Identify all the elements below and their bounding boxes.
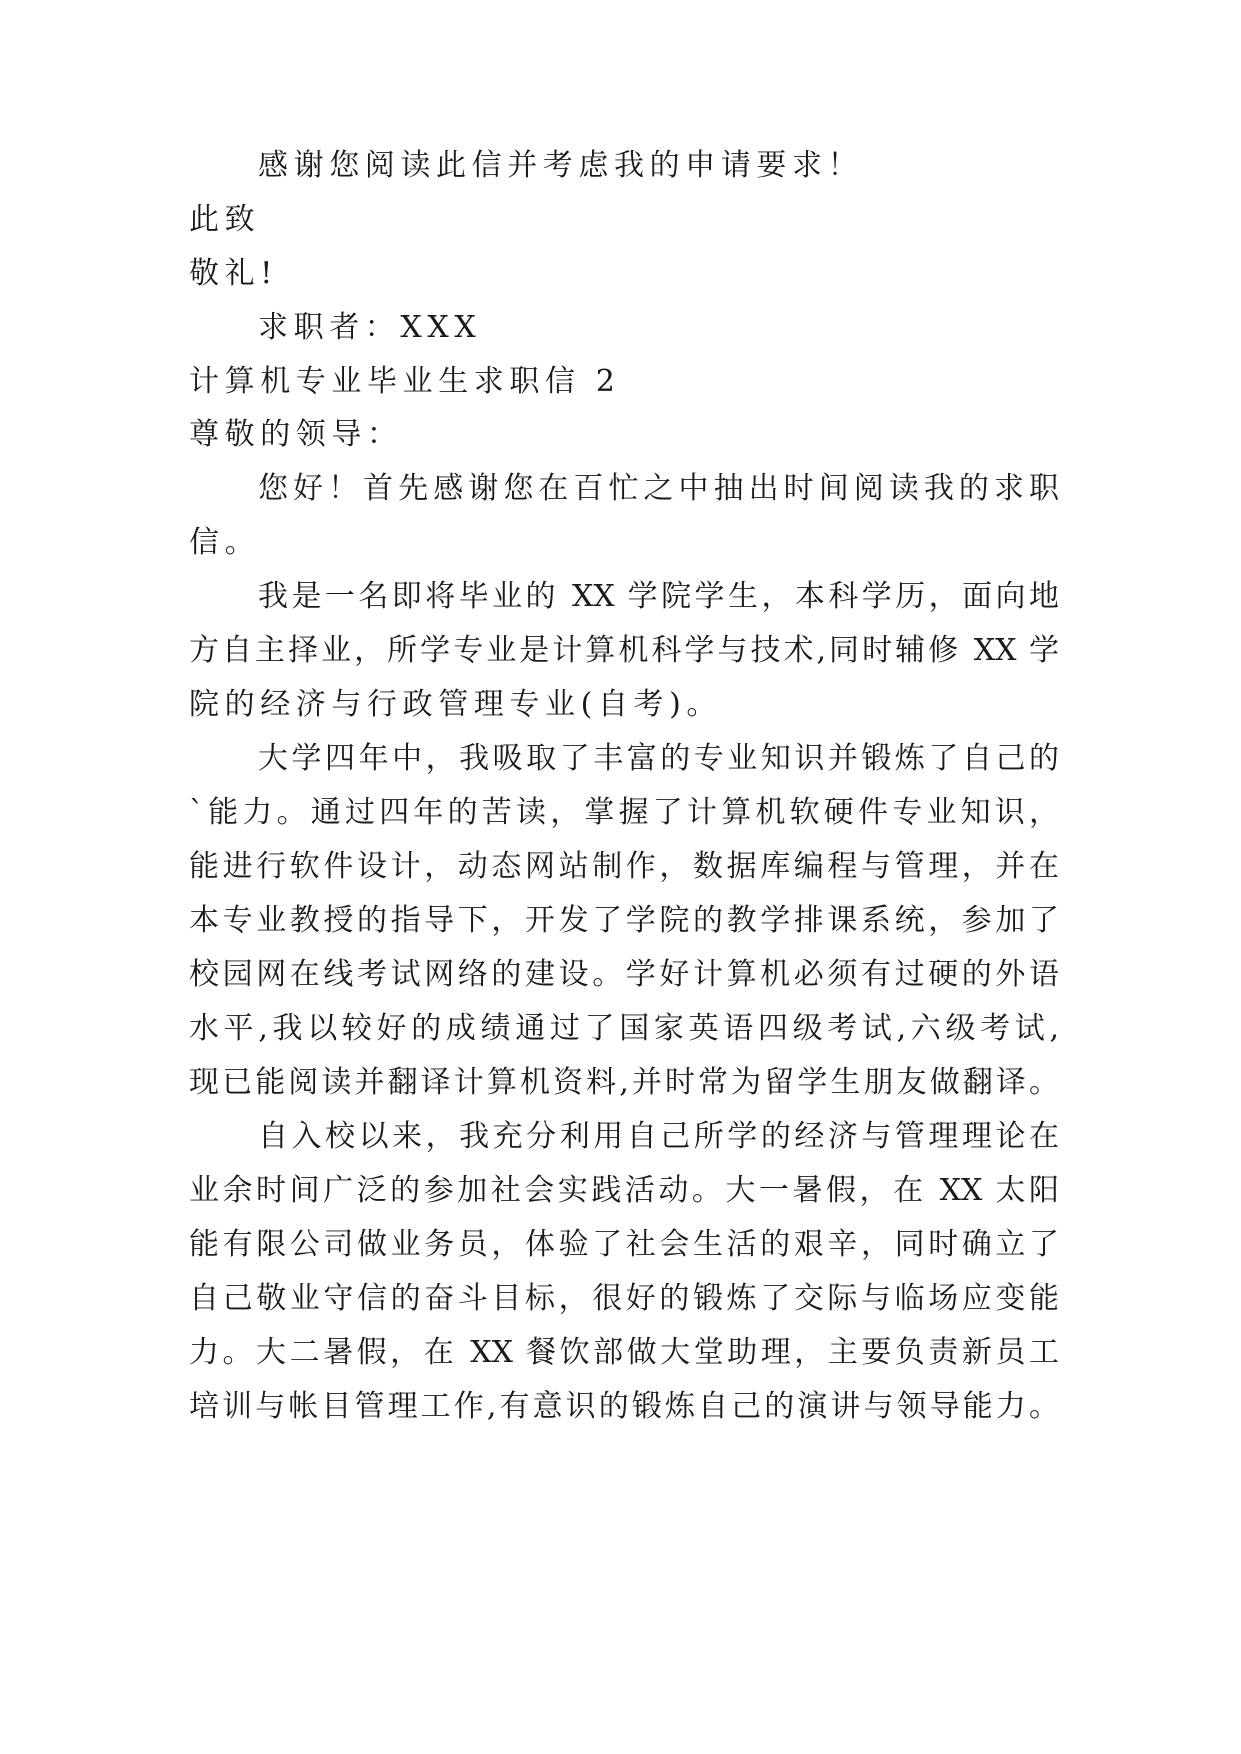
paragraph-line: 现已能阅读并翻译计算机资料,并时常为留学生朋友做翻译。	[189, 1065, 1059, 1100]
closing-thanks-line: 感谢您阅读此信并考虑我的申请要求！	[258, 148, 864, 183]
letter-title: 计算机专业毕业生求职信 2	[189, 364, 621, 399]
paragraph-line: 力。大二暑假，在 XX 餐饮部做大堂助理，主要负责新员工	[189, 1335, 1059, 1370]
paragraph-line: 院的经济与行政管理专业(自考)。	[189, 687, 723, 722]
paragraph-line: 方自主择业，所学专业是计算机科学与技术,同时辅修 XX 学	[189, 633, 1059, 668]
paragraph-line: 能有限公司做业务员，体验了社会生活的艰辛，同时确立了	[189, 1227, 1059, 1262]
paragraph-line: 本专业教授的指导下，开发了学院的教学排课系统，参加了	[189, 903, 1059, 938]
paragraph-line: 校园网在线考试网络的建设。学好计算机必须有过硬的外语	[189, 957, 1059, 992]
paragraph-line: 信。	[189, 525, 261, 560]
paragraph-line: 大学四年中，我吸取了丰富的专业知识并锻炼了自己的	[258, 741, 1059, 776]
applicant-signature: 求职者：XXX	[258, 310, 482, 345]
paragraph-line: 您好！首先感谢您在百忙之中抽出时间阅读我的求职	[258, 471, 1059, 506]
paragraph-line: 能进行软件设计，动态网站制作，数据库编程与管理，并在	[189, 849, 1059, 884]
paragraph-line: 水平,我以较好的成绩通过了国家英语四级考试,六级考试,	[189, 1011, 1059, 1046]
salutation-regards: 敬礼!	[189, 256, 278, 291]
salutation-closing: 此致	[189, 202, 261, 237]
paragraph-line: 自入校以来，我充分利用自己所学的经济与管理理论在	[258, 1119, 1059, 1154]
greeting: 尊敬的领导：	[189, 417, 403, 452]
paragraph-line: 培训与帐目管理工作,有意识的锻炼自己的演讲与领导能力。	[189, 1389, 1059, 1424]
paragraph-line: 业余时间广泛的参加社会实践活动。大一暑假，在 XX 太阳	[189, 1173, 1059, 1208]
paragraph-line: `能力。通过四年的苦读，掌握了计算机软硬件专业知识，	[189, 795, 1059, 830]
paragraph-line: 自己敬业守信的奋斗目标，很好的锻炼了交际与临场应变能	[189, 1281, 1059, 1316]
paragraph-line: 我是一名即将毕业的 XX 学院学生，本科学历，面向地	[258, 579, 1059, 614]
